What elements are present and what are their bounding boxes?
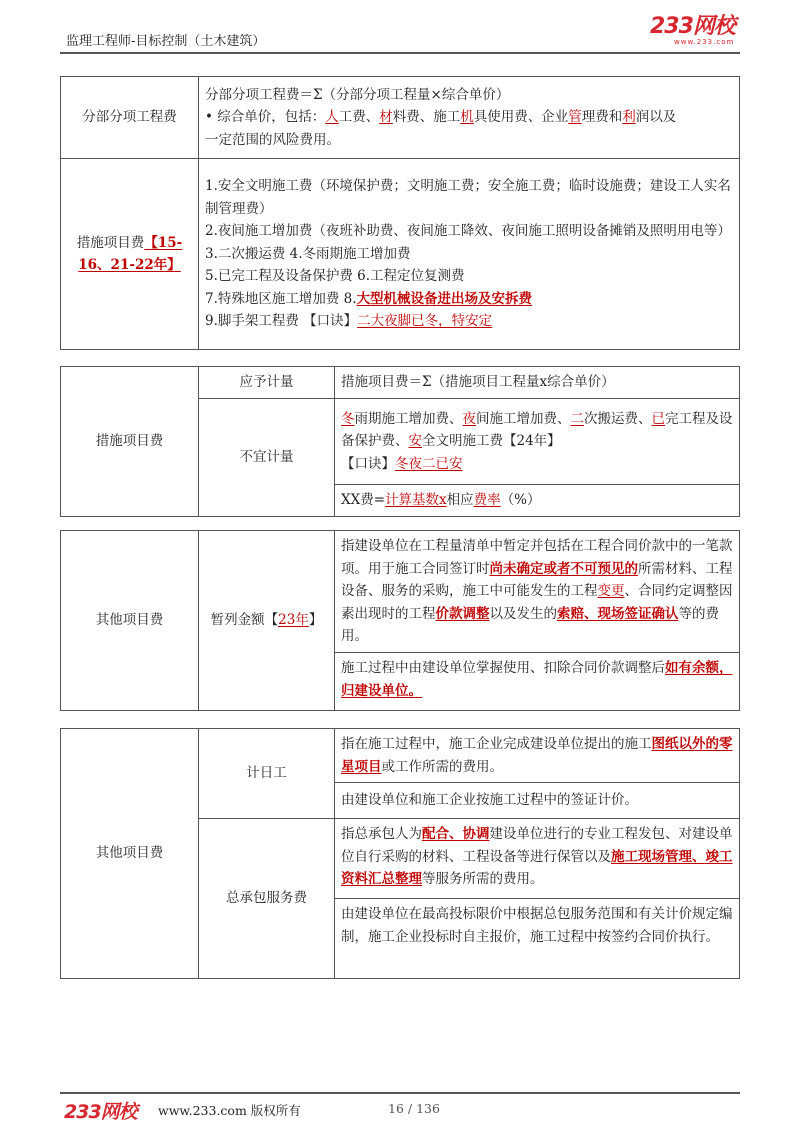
mnemonic: 二大夜脚已冬，特安定: [357, 313, 493, 330]
row-content: 措施项目费＝Σ（措施项目工程量x综合单价）: [335, 367, 740, 399]
row-content: 由建设单位和施工企业按施工过程中的签证计价。: [335, 783, 740, 819]
text-line: 一定范围的风险费用。: [205, 131, 340, 148]
table-row: [61, 729, 740, 783]
footer-logo: 233网校: [64, 1101, 137, 1123]
composition-line: • 综合单价，包括：人工费、材料费、施工机具使用费、企业管理费和利润以及: [205, 109, 677, 126]
keyword: 大型机械设备进出场及安拆费: [356, 290, 533, 307]
row-content: 指总承包人为配合、协调建设单位进行的专业工程发包、对建设单位自行采购的材料、工程设备等进行保管以及施工现场管理、竣工资料汇总整理等服务所需的费用。: [335, 819, 740, 899]
row-content: 指建设单位在工程量清单中暂定并包括在工程合同价款中的一笔款项。用于施工合同签订时尚未确定或者不可预见的所需材料、工程设备、服务的采购，施工中可能发生的工程变更、合同约定调整因素出现时的工程价款调整以及发生的索赔、现场签证确认等的费用。: [335, 531, 740, 653]
header-divider: [60, 52, 740, 54]
row-content: [199, 77, 740, 159]
table-row: [61, 531, 740, 653]
footer-site: www.233.com 版权所有: [158, 1103, 301, 1118]
logo-text: 233网校: [650, 14, 735, 39]
cost-table-4: [60, 728, 740, 979]
row-content: XX费=计算基数x相应费率（%）: [335, 485, 740, 517]
brand-logo: [650, 16, 740, 50]
formula-line: 分部分项工程费＝Σ（分部分项工程量×综合单价）: [205, 86, 510, 103]
row-content: 由建设单位在最高投标限价中根据总包服务范围和有关计价规定编制，施工企业投标时自主报价，施工过程中按签约合同价执行。: [335, 899, 740, 979]
row-content: 施工过程中由建设单位掌握使用、扣除合同价款调整后如有余额，归建设单位。: [335, 653, 740, 711]
list-item: 3.二次搬运费 4.冬雨期施工增加费: [205, 245, 411, 262]
footer-divider: [60, 1092, 740, 1094]
table-row: [61, 367, 740, 399]
list-item: 5.已完工程及设备保护费 6.工程定位复测费: [205, 268, 465, 285]
table-row: [61, 159, 740, 350]
sub-label: 总承包服务费: [199, 819, 335, 979]
row-content: 指在施工过程中，施工企业完成建设单位提出的施工图纸以外的零星项目或工作所需的费用。: [335, 729, 740, 783]
cost-table-3: [60, 530, 740, 711]
cost-table-1: [60, 76, 740, 350]
sub-label: 应予计量: [199, 367, 335, 399]
year-tag: 23年: [278, 612, 309, 629]
row-label: 措施项目费: [61, 367, 199, 517]
document-title: 监理工程师-目标控制（土木建筑）: [66, 34, 266, 49]
logo-url: www.233.com: [674, 38, 735, 46]
row-label: 其他项目费: [61, 531, 199, 711]
keyword: 机: [460, 109, 474, 126]
sub-label: 不宜计量: [199, 399, 335, 517]
year-tag: 【15-16、21-22年】: [78, 234, 183, 273]
row-label: 措施项目费【15-16、21-22年】: [61, 159, 199, 350]
list-item: 2.夜间施工增加费（夜班补助费、夜间施工降效、夜间施工照明设备摊销及照明用电等）: [205, 223, 731, 240]
row-label: 其他项目费: [61, 729, 199, 979]
table-row: [61, 77, 740, 159]
sub-label: 暂列金额【23年】: [199, 531, 335, 711]
row-content: 冬雨期施工增加费、夜间施工增加费、二次搬运费、已完工程及设备保护费、安全文明施工费【24年】 【口诀】冬夜二已安: [335, 399, 740, 485]
keyword: 管: [568, 109, 582, 126]
cost-table-2: [60, 366, 740, 517]
list-item: 1.安全文明施工费（环境保护费；文明施工费；安全施工费；临时设施费；建设工人实名制管理费）: [205, 178, 731, 217]
list-item: 7.特殊地区施工增加费 8.大型机械设备进出场及安拆费: [205, 290, 533, 307]
row-label: 分部分项工程费: [61, 77, 199, 159]
page-number: 16 / 136: [388, 1101, 440, 1116]
mnemonic: 冬夜二已安: [395, 455, 463, 472]
sub-label: 计日工: [199, 729, 335, 819]
keyword: 利: [622, 109, 636, 126]
keyword: 人: [325, 109, 339, 126]
list-item: 9.脚手架工程费 【口诀】二大夜脚已冬，特安定: [205, 313, 493, 330]
keyword: 材: [379, 109, 393, 126]
row-content: [199, 159, 740, 350]
